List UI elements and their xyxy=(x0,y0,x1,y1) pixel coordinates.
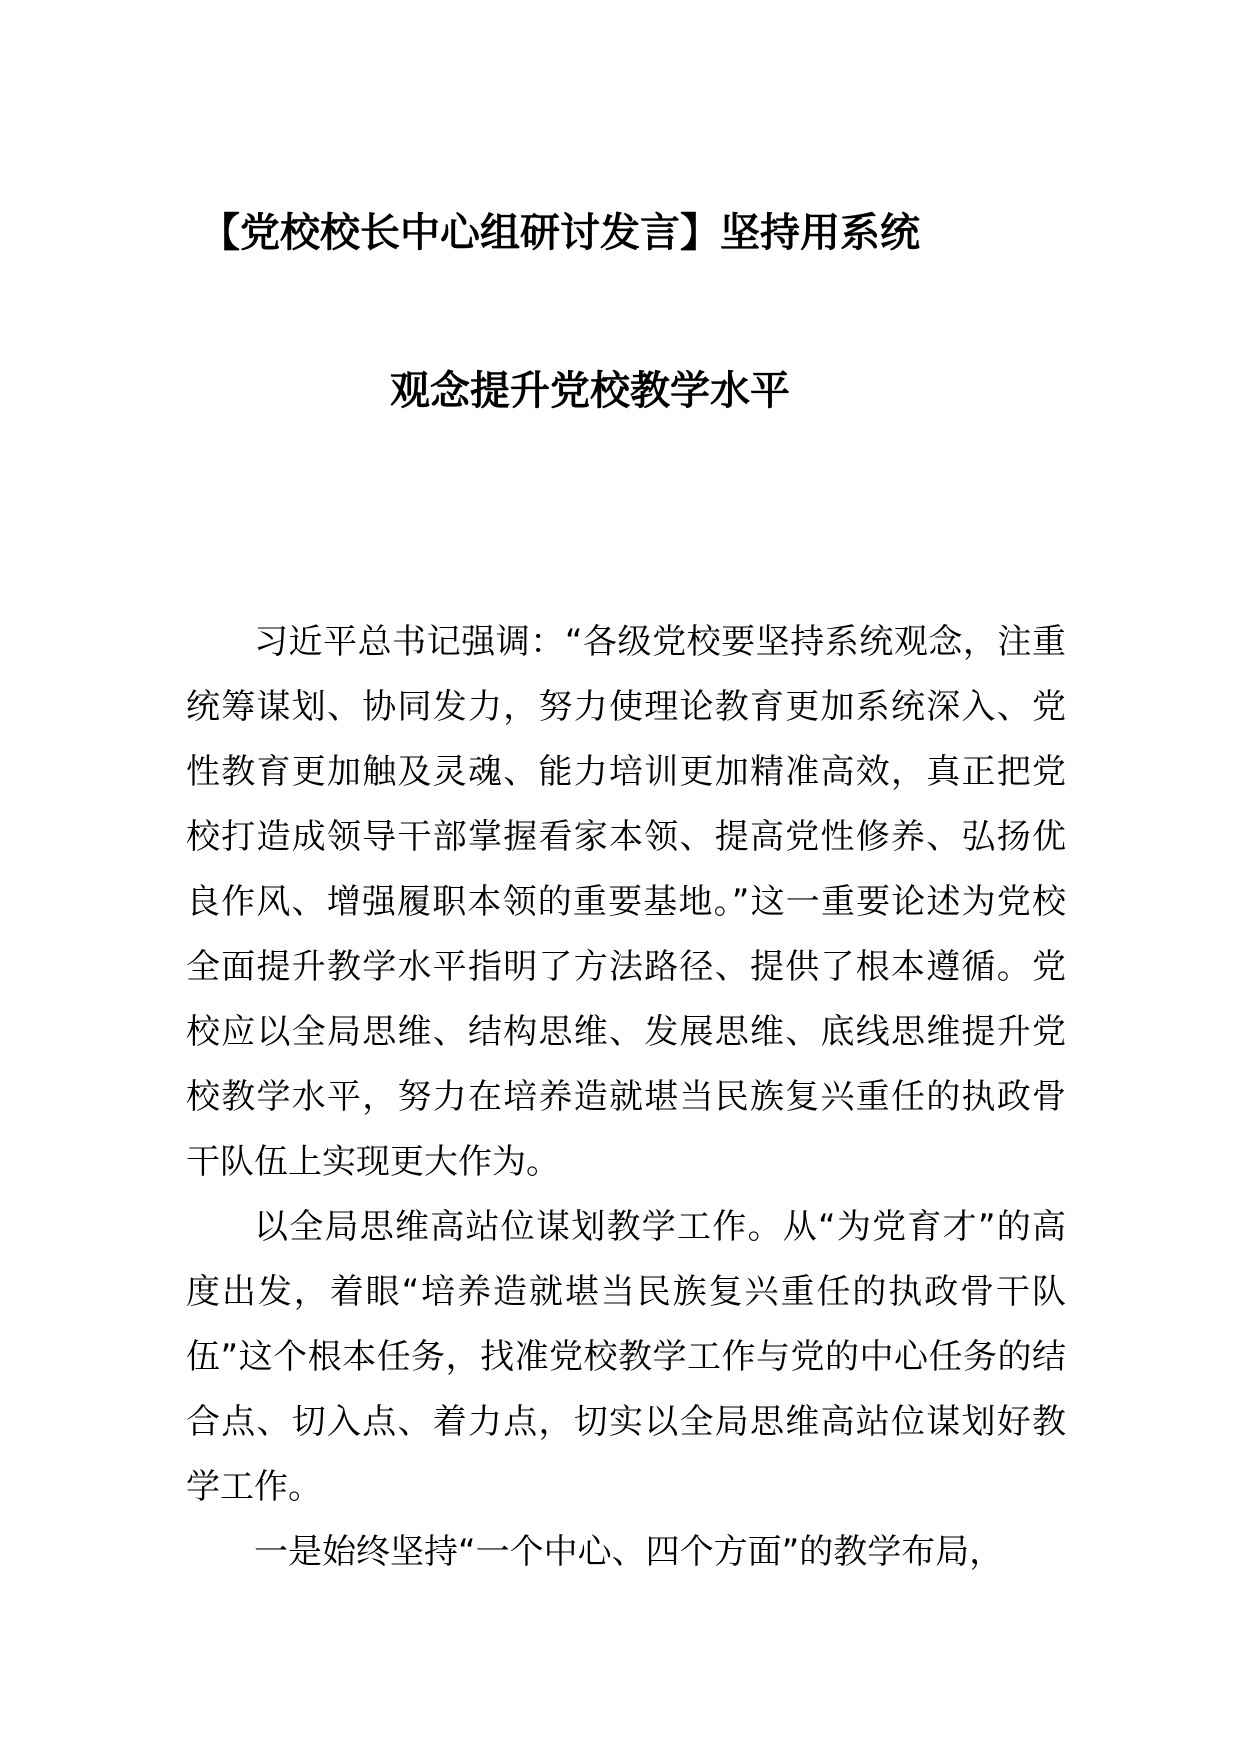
document-body xyxy=(186,610,1066,1585)
paragraph-first-point: 一是始终坚持“一个中心、四个方面”的教学布局， xyxy=(254,1532,1004,1572)
document-title-line-2: 观念提升党校教学水平 xyxy=(390,368,790,414)
document-title-line-1: 【党校校长中心组研讨发言】坚持用系统 xyxy=(200,210,920,256)
paragraph-global-thinking: 以全局思维高站位谋划教学工作。从“为党育才”的高度出发，着眼“培养造就堪当民族复兴重任的执政骨干队伍”这个根本任务，找准党校教学工作与党的中心任务的结合点、切入点、着力点，切实以全局思维高站位谋划好教学工作。 xyxy=(186,1207,1066,1507)
paragraph-intro: 习近平总书记强调：“各级党校要坚持系统观念，注重统筹谋划、协同发力，努力使理论教育更加系统深入、党性教育更加触及灵魂、能力培训更加精准高效，真正把党校打造成领导干部掌握看家本领、提高党性修养、弘扬优良作风、增强履职本领的重要基地。”这一重要论述为党校全面提升教学水平指明了方法路径、提供了根本遵循。党校应以全局思维、结构思维、发展思维、底线思维提升党校教学水平，努力在培养造就堪当民族复兴重任的执政骨干队伍上实现更大作为。 xyxy=(186,622,1066,1182)
